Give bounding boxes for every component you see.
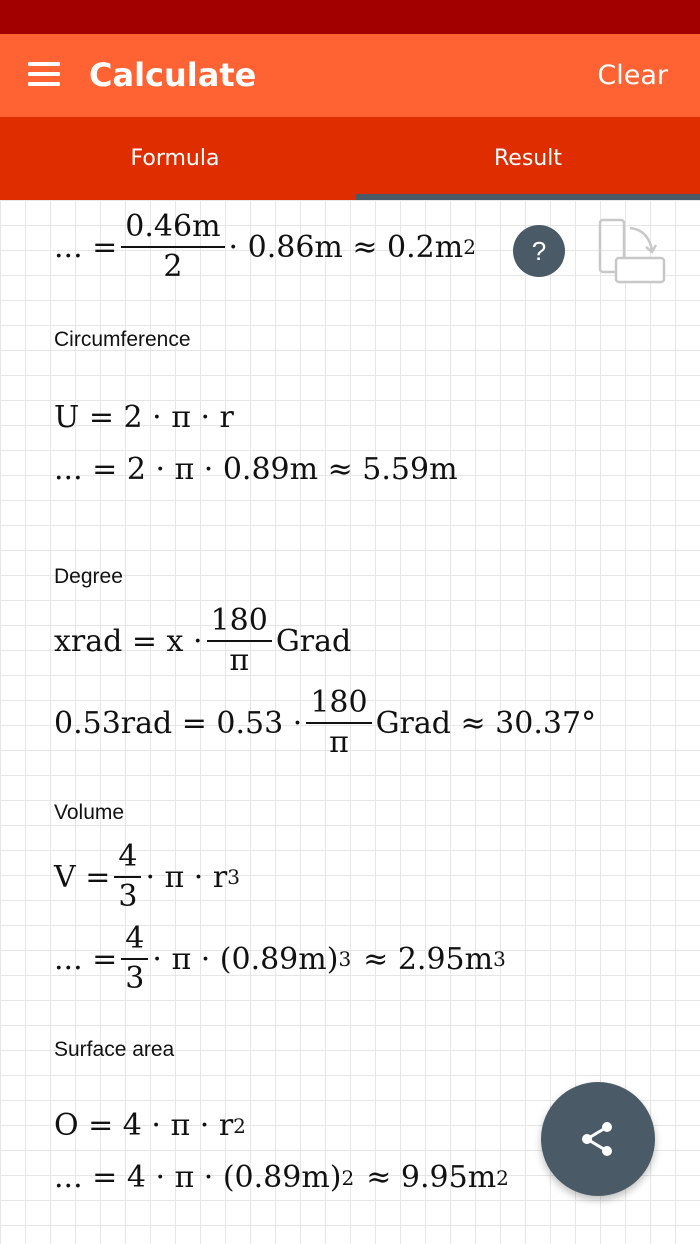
fraction: $\frac{4}{3}$ bbox=[114, 838, 141, 916]
volume-formula: V = $\frac{4}{3}$ · π · r 3 bbox=[54, 839, 240, 914]
tab-result[interactable]: Result bbox=[494, 146, 562, 171]
fraction: $\frac{4}{3}$ bbox=[121, 920, 148, 998]
tab-formula[interactable]: Formula bbox=[130, 146, 220, 171]
help-icon: ? bbox=[531, 235, 547, 266]
fraction: $\frac{0.46m}{2}$ bbox=[121, 208, 224, 286]
section-label-degree: Degree bbox=[54, 565, 123, 588]
section-label-surface-area: Surface area bbox=[54, 1038, 175, 1061]
section-label-circumference: Circumference bbox=[54, 328, 191, 351]
share-icon bbox=[578, 1119, 618, 1159]
volume-result: ... = $\frac{4}{3}$ · π · (0.89m) 3 ≈ 2.95m 3 bbox=[54, 921, 506, 996]
circumference-formula: U = 2 · π · r bbox=[54, 400, 234, 435]
clear-button[interactable]: Clear bbox=[597, 60, 668, 91]
app-bar bbox=[0, 34, 700, 117]
area-result-line: ... = $\frac{0.46m}{2}$ · 0.86m ≈ 0.2m 2 bbox=[54, 209, 476, 284]
fraction: $\frac{180}{\pi}$ bbox=[306, 684, 371, 762]
menu-icon[interactable] bbox=[28, 62, 60, 86]
rotate-device-icon[interactable] bbox=[596, 216, 668, 286]
section-label-volume: Volume bbox=[54, 801, 125, 824]
share-button[interactable] bbox=[541, 1082, 655, 1196]
help-button[interactable] bbox=[513, 225, 565, 277]
degree-result: 0.53rad = 0.53 · $\frac{180}{\pi}$ Grad ≈ 30.37° bbox=[54, 685, 597, 760]
page-title: Calculate bbox=[89, 56, 257, 94]
status-bar bbox=[0, 0, 700, 34]
surface-result: ... = 4 · π · (0.89m) 2 ≈ 9.95m 2 bbox=[54, 1160, 509, 1195]
degree-formula: xrad = x · $\frac{180}{\pi}$ Grad bbox=[54, 603, 352, 678]
tab-bar bbox=[0, 117, 700, 200]
circumference-result: ... = 2 · π · 0.89m ≈ 5.59m bbox=[54, 452, 458, 487]
result-content[interactable] bbox=[0, 200, 700, 1244]
fraction: $\frac{180}{\pi}$ bbox=[207, 602, 272, 680]
surface-formula: O = 4 · π · r 2 bbox=[54, 1108, 246, 1143]
